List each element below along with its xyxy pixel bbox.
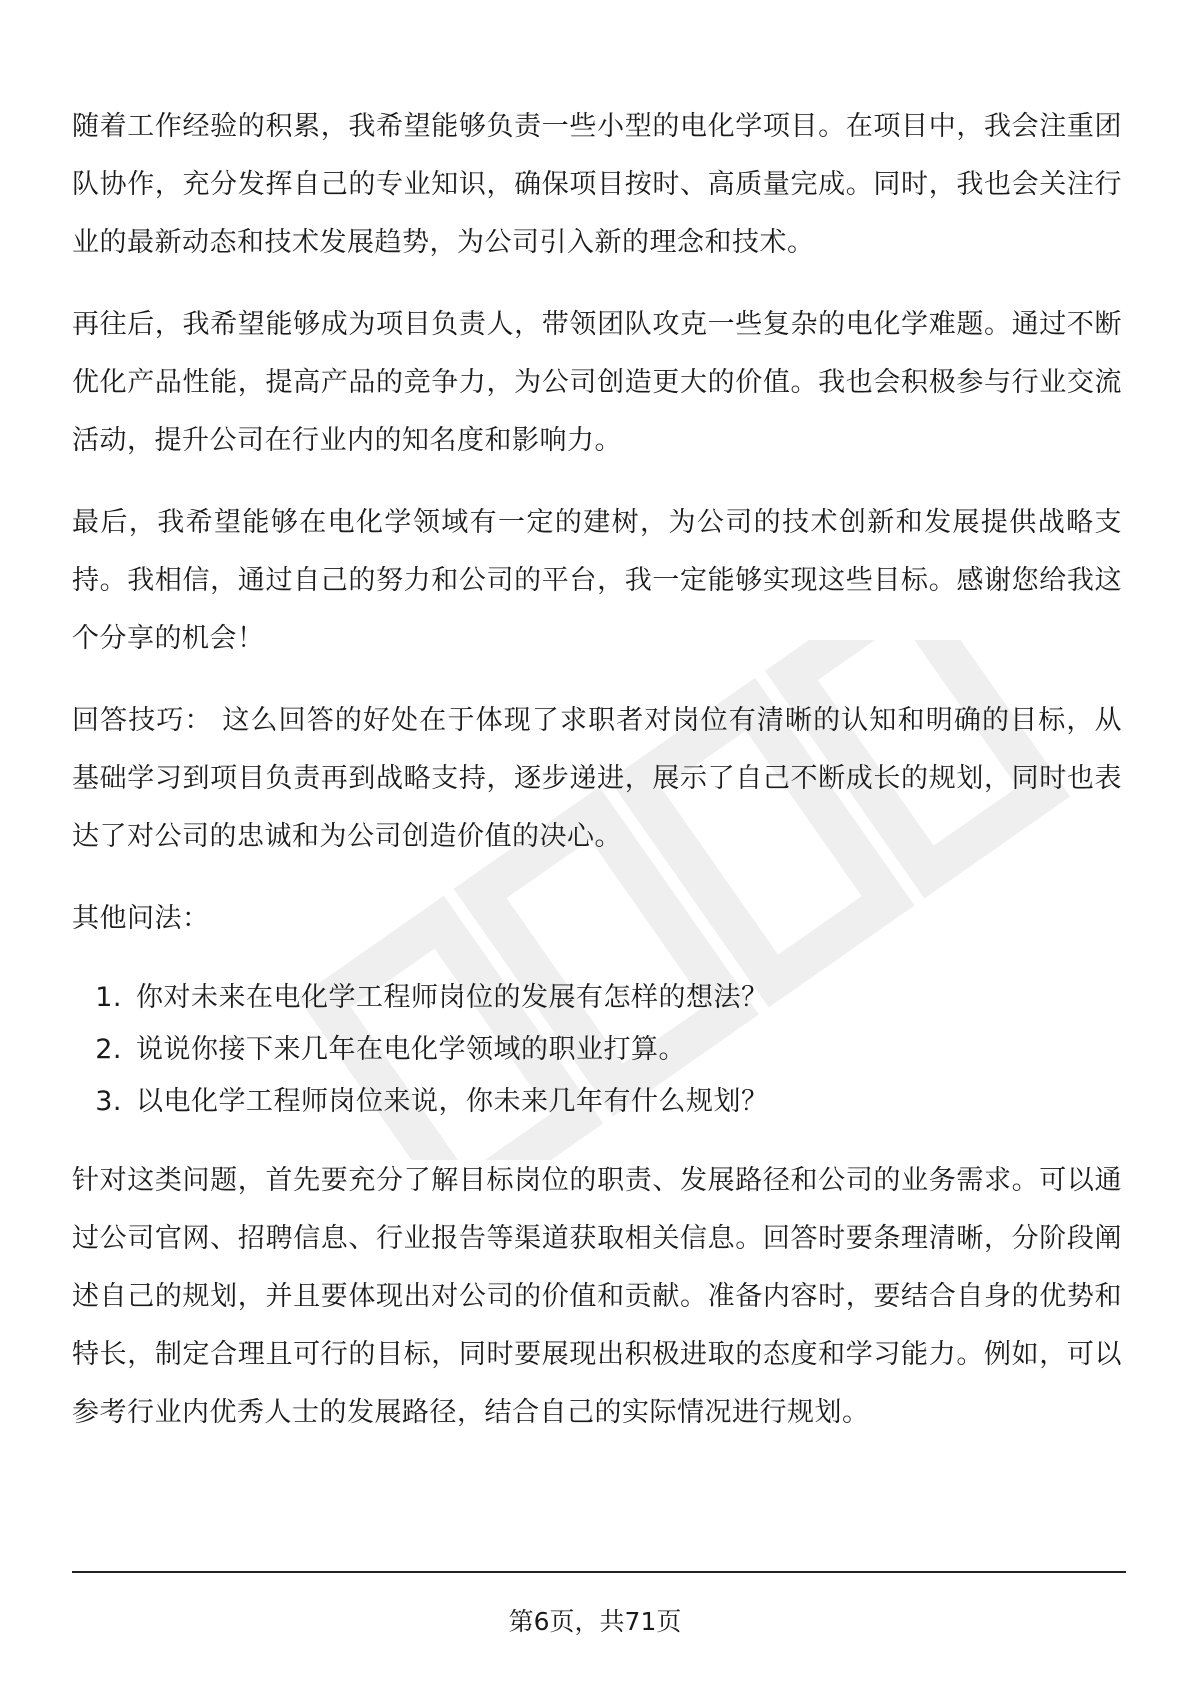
other-questions-list: [72, 972, 1122, 1128]
list-item: [72, 1076, 1122, 1128]
list-item: [72, 972, 1122, 1024]
paragraph: 再往后，我希望能够成为项目负责人，带领团队攻克一些复杂的电化学难题。通过不断优化产品性能，提高产品的竞争力，为公司创造更大的价值。我也会积极参与行业交流活动，提升公司在行业内的知名度和影响力。: [72, 309, 1122, 456]
list-item: [72, 1024, 1122, 1076]
list-number: 3.: [95, 1086, 122, 1117]
document-body: [72, 98, 1122, 1466]
list-text: 你对未来在电化学工程师岗位的发展有怎样的想法？: [136, 982, 769, 1013]
closing-paragraph: 针对这类问题，首先要充分了解目标岗位的职责、发展路径和公司的业务需求。可以通过公司官网、招聘信息、行业报告等渠道获取相关信息。回答时要条理清晰，分阶段阐述自己的规划，并且要体现出对公司的价值和贡献。准备内容时，要结合自身的优势和特长，制定合理且可行的目标，同时要展现出积极进取的态度和学习能力。例如，可以参考行业内优秀人士的发展路径，结合自己的实际情况进行规划。: [72, 1165, 1122, 1428]
paragraph: 最后，我希望能够在电化学领域有一定的建树，为公司的技术创新和发展提供战略支持。我相信，通过自己的努力和公司的平台，我一定能够实现这些目标。感谢您给我这个分享的机会！: [72, 507, 1122, 654]
paragraph: 随着工作经验的积累，我希望能够负责一些小型的电化学项目。在项目中，我会注重团队协作，充分发挥自己的专业知识，确保项目按时、高质量完成。同时，我也会关注行业的最新动态和技术发展趋势，为公司引入新的理念和技术。: [72, 111, 1122, 258]
footer-divider: [72, 1571, 1126, 1573]
list-text: 说说你接下来几年在电化学领域的职业打算。: [136, 1034, 686, 1065]
list-text: 以电化学工程师岗位来说，你未来几年有什么规划？: [136, 1086, 769, 1117]
list-number: 1.: [95, 982, 122, 1013]
list-number: 2.: [95, 1034, 122, 1065]
other-questions-heading: 其他问法：: [72, 903, 210, 934]
page-number: 第6页，共71页: [508, 1607, 682, 1636]
answer-tips-paragraph: 回答技巧： 这么回答的好处在于体现了求职者对岗位有清晰的认知和明确的目标，从基础学习到项目负责再到战略支持，逐步递进，展示了自己不断成长的规划，同时也表达了对公司的忠诚和为公司创造价值的决心。: [72, 705, 1122, 852]
